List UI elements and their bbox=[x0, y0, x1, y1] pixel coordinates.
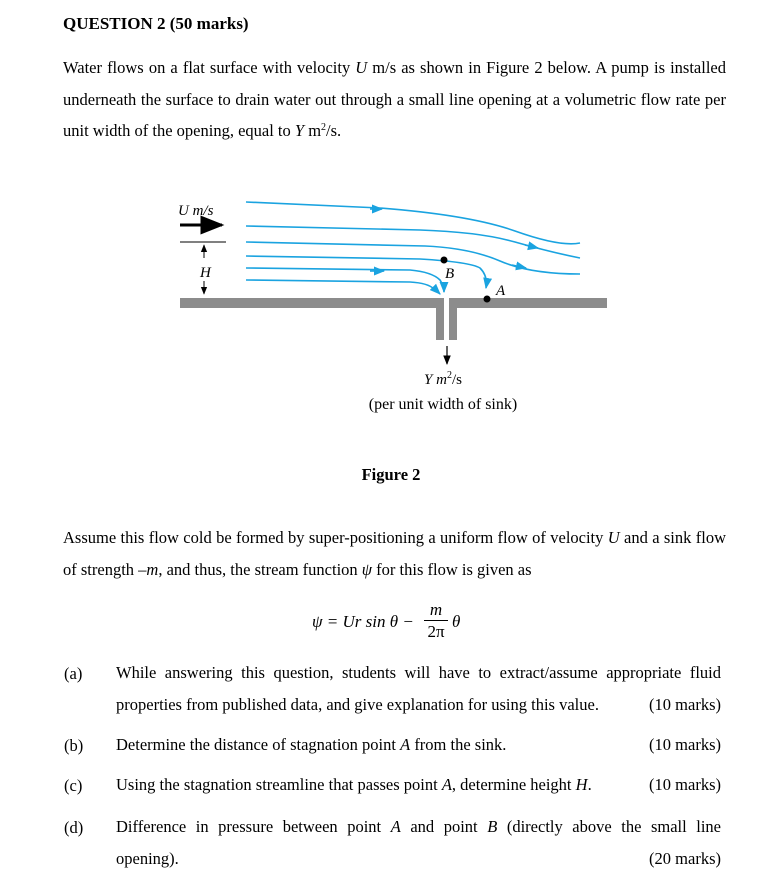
equation-denominator: 2π bbox=[427, 622, 445, 641]
equation-lhs: ψ = Ur sin θ − bbox=[312, 612, 414, 631]
streamline-2-arrow bbox=[525, 245, 538, 248]
equation-numerator: m bbox=[429, 600, 443, 619]
intro-paragraph: Water flows on a flat surface with velocity U m/s as shown in Figure 2 below. A pump is installed underneath the surface to drain water out through a small line opening at a volumetric flow rate per unit width of the opening, equal to Y $m^2/s$. bbox=[63, 58, 726, 140]
question-c-text: Using the stagnation streamline that passes point A, determine height H. (10 marks) bbox=[116, 769, 721, 801]
assumption-paragraph: Assume this flow cold be formed by super-positioning a uniform flow of velocity U and a sink flow of strength –m, and thus, the stream function ψ for this flow is given as bbox=[63, 528, 726, 579]
question-heading: QUESTION 2 (50 marks) bbox=[63, 14, 249, 33]
question-d-marks: (20 marks) bbox=[649, 848, 721, 868]
point-a-label: A bbox=[496, 283, 506, 299]
streamline-6 bbox=[246, 280, 440, 294]
point-a bbox=[484, 296, 491, 303]
question-d-text: Difference in pressure between point A and point B (directly above the small line opening). (20 marks) bbox=[116, 811, 721, 874]
figure-caption: Figure 2 bbox=[361, 465, 421, 484]
stream-function-equation bbox=[0, 600, 782, 640]
question-b-text: Determine the distance of stagnation point A from the sink. (10 marks) bbox=[116, 729, 721, 761]
per-unit-label: (per unit width of sink) bbox=[368, 396, 518, 413]
fraction-bar bbox=[424, 620, 448, 621]
flat-surface bbox=[180, 298, 607, 308]
question-b-label: (b) bbox=[64, 736, 84, 755]
question-d-label: (d) bbox=[64, 818, 84, 837]
point-b-label: B bbox=[445, 266, 455, 282]
sink-wall-left bbox=[436, 300, 444, 340]
question-a-text: While answering this question, students will have to extract/assume appropriate fluid properties from published data, and give explanation for using this value. (10 marks) bbox=[116, 657, 721, 720]
outflow-label: Y $m^2/s$ bbox=[424, 370, 462, 388]
question-a-marks: (10 marks) bbox=[649, 694, 721, 714]
question-c-label: (c) bbox=[64, 776, 83, 795]
question-b-marks: (10 marks) bbox=[649, 735, 721, 754]
question-c-marks: (10 marks) bbox=[649, 775, 721, 794]
figure-2-diagram bbox=[170, 188, 620, 423]
point-b bbox=[441, 257, 448, 264]
u-velocity-label: U m/s bbox=[178, 203, 214, 219]
equation-theta: θ bbox=[452, 612, 461, 631]
question-a-label: (a) bbox=[64, 664, 83, 683]
streamline-1 bbox=[246, 202, 580, 244]
sink-opening bbox=[444, 298, 449, 342]
sink-wall-right bbox=[449, 300, 457, 340]
h-label: H bbox=[200, 265, 211, 281]
streamline-2 bbox=[246, 226, 580, 258]
